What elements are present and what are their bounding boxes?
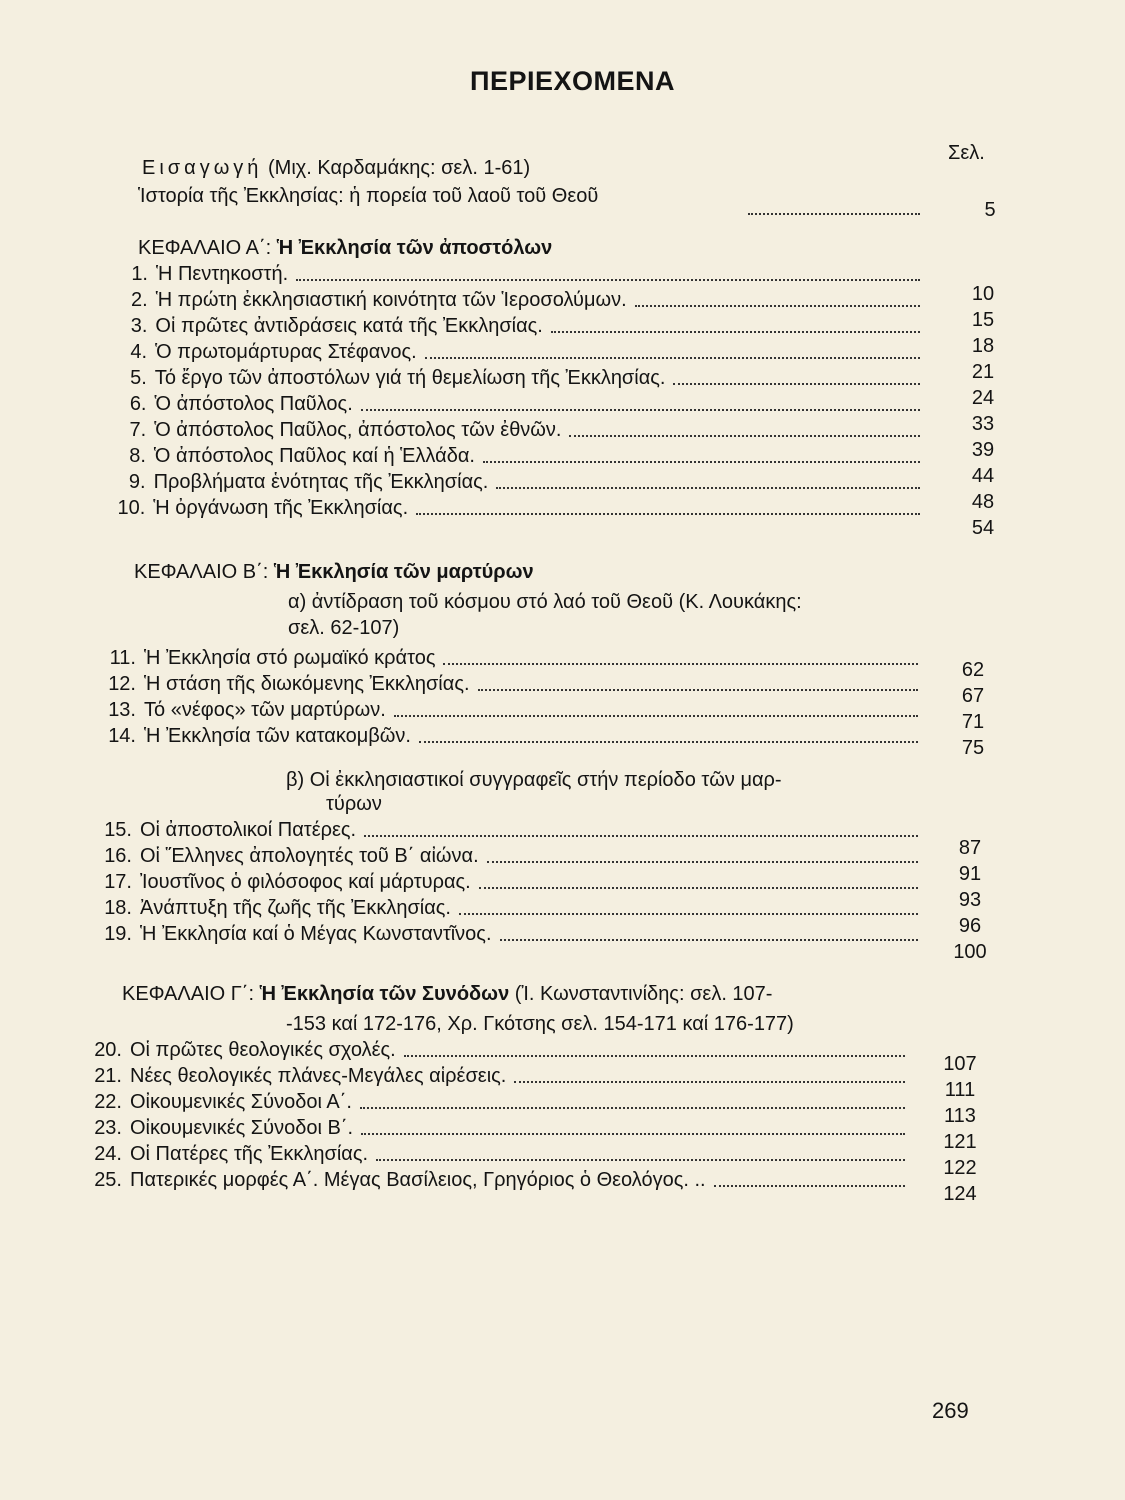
leader-dots	[569, 433, 920, 437]
toc-entry	[102, 896, 918, 922]
toc-entry-title: Ἰουστῖνος ὁ φιλόσοφος καί μάρτυρας.	[140, 871, 471, 893]
toc-entry	[102, 870, 918, 896]
toc-entry	[116, 470, 920, 496]
intro-author: (Μιχ. Καρδαμάκης: σελ. 1-61)	[268, 157, 531, 179]
toc-entry-title: Ἀνάπτυξη τῆς ζωῆς τῆς Ἐκκλησίας.	[140, 897, 451, 919]
toc-entry-page: 121	[943, 1131, 977, 1153]
toc-entry-number: 21.	[94, 1065, 122, 1087]
intro-lead: Εισαγωγή	[142, 157, 263, 179]
chapter-a-heading	[138, 236, 552, 260]
toc-entry	[92, 1116, 905, 1142]
leader-dots	[296, 277, 920, 281]
leader-dots	[487, 859, 918, 863]
toc-entry	[115, 496, 920, 522]
toc-entry-page: 39	[971, 439, 995, 461]
toc-entry-page: 54	[971, 517, 995, 539]
toc-entry-number: 4.	[130, 341, 148, 363]
toc-entry	[102, 844, 918, 870]
toc-entry-page: 75	[961, 737, 985, 759]
toc-entry-title: Οἰκουμενικές Σύνοδοι Β΄.	[130, 1117, 354, 1139]
toc-entry-title: Ὁ πρωτομάρτυρας Στέφανος.	[155, 341, 417, 363]
toc-entry-number: 20.	[94, 1039, 122, 1061]
chapter-b-sub-a: α) ἀντίδραση τοῦ κόσμου στό λαό τοῦ Θεοῦ (Κ. Λουκάκης:	[288, 591, 802, 613]
leader-dots	[419, 739, 918, 743]
toc-entry	[118, 288, 920, 314]
toc-entry-title: Οἱ πρῶτες θεολογικές σχολές.	[130, 1039, 396, 1061]
toc-entry-number: 8.	[129, 445, 146, 467]
chapter-b-sub-a-cont: σελ. 62-107)	[288, 617, 400, 639]
toc-entry-page: 48	[971, 491, 995, 513]
page-column-label: Σελ.	[948, 142, 985, 164]
leader-dots	[478, 687, 918, 691]
toc-entry-number: 9.	[128, 471, 146, 493]
leader-dots	[364, 833, 918, 837]
toc-entry-title: Οἱ ἀποστολικοί Πατέρες.	[140, 819, 357, 841]
toc-entry-number: 1.	[131, 263, 148, 285]
toc-entry-number: 24.	[94, 1143, 122, 1165]
toc-entry-title: Οἱ Πατέρες τῆς Ἐκκλησίας.	[130, 1143, 369, 1165]
toc-entry-title: Οἰκουμενικές Σύνοδοι Α΄.	[130, 1091, 352, 1113]
leader-dots	[376, 1157, 905, 1161]
leader-dots	[483, 459, 920, 463]
chapter-c-author-cont: -153 καί 172-176, Χρ. Γκότσης σελ. 154-171 καί 176-177)	[286, 1013, 794, 1035]
intro-line	[142, 156, 530, 180]
toc-entry	[92, 1168, 905, 1194]
toc-entry-number: 5.	[130, 367, 147, 389]
toc-entry-title: Τό «νέφος» τῶν μαρτύρων.	[144, 699, 386, 721]
toc-entry	[92, 1038, 905, 1064]
leader-dots	[459, 911, 918, 915]
toc-entry-page: 93	[958, 889, 982, 911]
toc-entry-title: Πατερικές μορφές Α΄. Μέγας Βασίλειος, Γρηγόριος ὁ Θεολόγος. ..	[130, 1169, 706, 1191]
toc-entry	[102, 922, 918, 948]
toc-entry	[92, 1090, 905, 1116]
leader-dots	[443, 661, 918, 665]
toc-entry-title: Ἡ Ἐκκλησία στό ρωμαϊκό κράτος	[144, 647, 436, 669]
leader-dots	[514, 1079, 905, 1083]
toc-entry-number: 25.	[94, 1169, 122, 1191]
toc-entry-number: 23.	[94, 1117, 122, 1139]
leader-dots	[416, 511, 920, 515]
chapter-c-title: Ἡ Ἐκκλησία τῶν Συνόδων	[259, 983, 510, 1005]
toc-entry-page: 15	[971, 309, 995, 331]
chapter-c-heading	[122, 982, 772, 1006]
toc-entry-page: 10	[971, 283, 995, 305]
page-number: 269	[932, 1398, 969, 1423]
toc-entry	[116, 444, 920, 470]
leader-dots	[714, 1183, 905, 1187]
chapter-c-prefix: ΚΕΦΑΛΑΙΟ Γ΄:	[122, 983, 255, 1005]
toc-entry-title: Οἱ πρῶτες ἀντιδράσεις κατά τῆς Ἐκκλησίας.	[155, 315, 543, 337]
intro-dots-row	[0, 196, 1125, 222]
toc-entry-page: 24	[971, 387, 995, 409]
toc-entry	[116, 418, 920, 444]
leader-dots	[748, 211, 920, 215]
leader-dots	[404, 1053, 905, 1057]
toc-entry-page: 87	[958, 837, 982, 859]
toc-entry-page: 113	[944, 1105, 976, 1127]
toc-entry-number: 19.	[104, 923, 132, 945]
toc-entry	[117, 340, 920, 366]
toc-entry-number: 22.	[94, 1091, 122, 1113]
toc-entry-number: 7.	[129, 419, 147, 441]
toc-entry-page: 96	[958, 915, 982, 937]
toc-entry-title: Ἡ στάση τῆς διωκόμενης Ἐκκλησίας.	[144, 673, 470, 695]
intro-page: 5	[984, 199, 996, 221]
toc-entry-number: 13.	[108, 699, 136, 721]
toc-entry	[117, 314, 920, 340]
intro-subtitle: Ἱστορία τῆς Ἐκκλησίας: ἡ πορεία τοῦ λαοῦ τοῦ Θεοῦ	[138, 185, 599, 207]
toc-entry	[117, 366, 920, 392]
toc-entry	[92, 1142, 905, 1168]
toc-entry-title: Οἱ Ἕλληνες ἀπολογητές τοῦ Β΄ αἰώνα.	[140, 845, 479, 867]
leader-dots	[635, 303, 920, 307]
toc-entry-page: 107	[943, 1053, 977, 1075]
toc-entry-page: 100	[953, 941, 987, 963]
chapter-b-heading	[134, 560, 534, 584]
toc-entry	[92, 1064, 905, 1090]
toc-entry-page: 124	[943, 1183, 977, 1205]
toc-entry-page: 67	[961, 685, 985, 707]
toc-entry-number: 2.	[131, 289, 148, 311]
leader-dots	[673, 381, 920, 385]
page-title: ΠΕΡΙΕΧΟΜΕΝΑ	[469, 66, 676, 96]
toc-entry-number: 17.	[104, 871, 132, 893]
toc-entry-number: 14.	[108, 725, 136, 747]
toc-entry	[106, 672, 918, 698]
toc-entry	[106, 724, 918, 750]
toc-entry	[102, 818, 918, 844]
toc-entry-page: 33	[971, 413, 995, 435]
toc-entry-title: Τό ἔργο τῶν ἀποστόλων γιά τή θεμελίωση τῆς Ἐκκλησίας.	[154, 367, 666, 389]
toc-entry-title: Προβλήματα ἑνότητας τῆς Ἐκκλησίας.	[153, 471, 489, 493]
toc-entry-title: Ἡ πρώτη ἐκκλησιαστική κοινότητα τῶν Ἱεροσολύμων.	[155, 289, 627, 311]
toc-entry-title: Ἡ Ἐκκλησία τῶν κατακομβῶν.	[144, 725, 411, 747]
chapter-b-sub-b-cont: τύρων	[326, 793, 382, 815]
leader-dots	[479, 885, 918, 889]
leader-dots	[551, 329, 920, 333]
chapter-b-sub-b: β) Οἱ ἐκκλησιαστικοί συγγραφεῖς στήν περίοδο τῶν μαρ-	[286, 769, 782, 791]
toc-entry-title: Ὁ ἀπόστολος Παῦλος καί ἡ Ἑλλάδα.	[153, 445, 475, 467]
leader-dots	[361, 407, 920, 411]
leader-dots	[496, 485, 920, 489]
toc-entry-page: 122	[943, 1157, 977, 1179]
toc-entry	[118, 262, 920, 288]
leader-dots	[394, 713, 918, 717]
leader-dots	[360, 1105, 905, 1109]
toc-entry-title: Ἡ Πεντηκοστή.	[156, 263, 289, 285]
toc-entry-number: 6.	[129, 393, 147, 415]
chapter-b-title: Ἡ Ἐκκλησία τῶν μαρτύρων	[273, 561, 534, 583]
toc-entry	[117, 392, 921, 418]
toc-entry-title: Νέες θεολογικές πλάνες-Μεγάλες αἱρέσεις.	[130, 1065, 507, 1087]
toc-entry-number: 16.	[104, 845, 132, 867]
toc-entry-title: Ὁ ἀπόστολος Παῦλος, ἀπόστολος τῶν ἐθνῶν.	[154, 419, 562, 441]
chapter-c-author: (Ἰ. Κωνσταντινίδης: σελ. 107-	[514, 983, 773, 1005]
toc-entry-title: Ἡ ὀργάνωση τῆς Ἐκκλησίας.	[153, 497, 409, 519]
toc-entry	[106, 698, 918, 724]
toc-entry-page: 44	[971, 465, 995, 487]
toc-entry-page: 18	[971, 335, 995, 357]
toc-entry-number: 15.	[104, 819, 132, 841]
toc-entry-page: 62	[961, 659, 985, 681]
toc-entry-page: 111	[944, 1079, 976, 1101]
leader-dots	[425, 355, 920, 359]
toc-entry-title: Ὁ ἀπόστολος Παῦλος.	[154, 393, 353, 415]
chapter-b-prefix: ΚΕΦΑΛΑΙΟ Β΄:	[134, 561, 269, 583]
toc-entry-number: 12.	[108, 673, 136, 695]
chapter-a-title: Ἡ Ἐκκλησία τῶν ἀποστόλων	[276, 237, 553, 259]
toc-entry-number: 11.	[109, 647, 136, 669]
toc-entry-number: 10.	[117, 497, 146, 519]
toc-entry-number: 3.	[130, 315, 148, 337]
toc-entry	[106, 646, 918, 672]
leader-dots	[500, 937, 918, 941]
toc-entry-page: 91	[958, 863, 982, 885]
toc-entry-page: 21	[971, 361, 995, 383]
toc-entry-title: Ἡ Ἐκκλησία καί ὁ Μέγας Κωνσταντῖνος.	[140, 923, 492, 945]
leader-dots	[361, 1131, 905, 1135]
toc-entry-number: 18.	[104, 897, 132, 919]
chapter-a-prefix: ΚΕΦΑΛΑΙΟ Α΄:	[138, 237, 272, 259]
toc-entry-page: 71	[961, 711, 985, 733]
